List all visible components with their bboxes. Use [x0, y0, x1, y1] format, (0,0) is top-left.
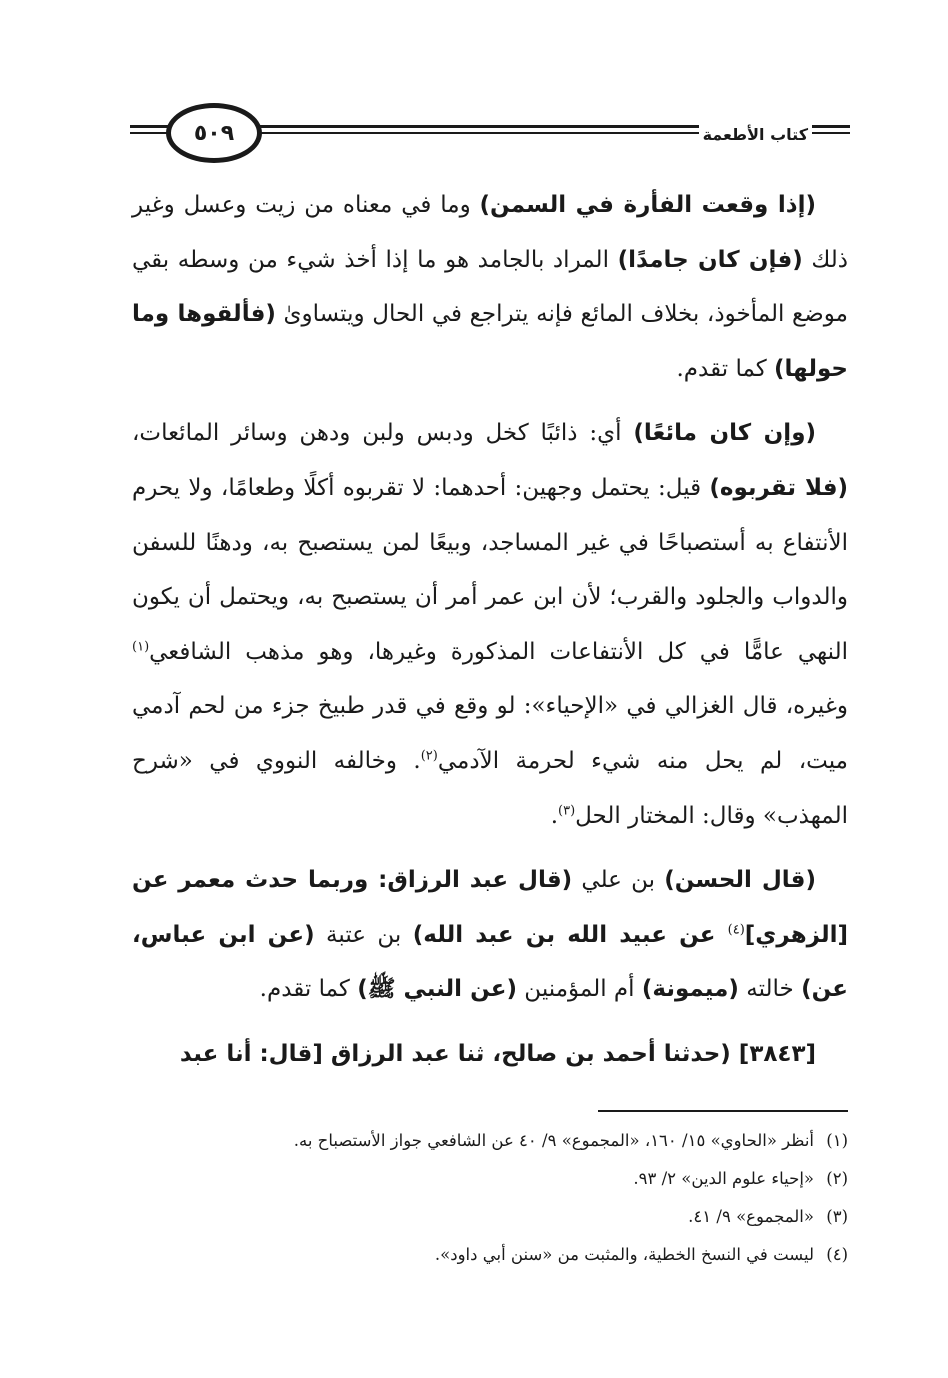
commentary-text: وما في معناه من زيت وعسل وغير ذلك [132, 192, 848, 273]
commentary-text: خالته [738, 976, 802, 1003]
footnote-ref-2[interactable]: (٢) [420, 748, 438, 764]
page-number: ٥٠٩ [193, 120, 235, 146]
footnote-number: (٤) [826, 1245, 848, 1264]
commentary-text: بن علي [572, 867, 665, 894]
footnote-number: (٣) [826, 1207, 848, 1226]
main-text [132, 178, 848, 1082]
page-number-badge [166, 103, 262, 163]
quote-text: عن عبيد الله بن عبد الله) [412, 921, 728, 948]
paragraph-3 [132, 853, 848, 1017]
footnote-text: أنظر «الحاوي» ١٥/ ١٦٠، «المجموع» ٩/ ٤٠ عن الشافعي جواز الأستصباح به. [293, 1131, 814, 1150]
quote-text: (وإن كان مائعًا) [633, 420, 816, 447]
commentary-text: . وخالفه النووي في «شرح المهذب» وقال: المختار الحل [132, 747, 848, 829]
commentary-text: . [550, 802, 558, 829]
quote-text: (ميمونة) [641, 976, 739, 1003]
commentary-text: أي: ذائبًا كخل ودبس ولبن ودهن وسائر المائعات، [132, 420, 634, 447]
page-header [130, 95, 850, 175]
footnote-text: «المجموع» ٩/ ٤١. [688, 1207, 814, 1226]
footnote-separator [598, 1110, 848, 1112]
footnote-1 [120, 1122, 848, 1160]
footnote-ref-3[interactable]: (٣) [558, 802, 576, 818]
quote-text: (فإن كان جامدًا) [617, 246, 803, 273]
running-title: كتاب الأطعمة [699, 125, 812, 144]
footnote-ref-1[interactable]: (١) [132, 639, 150, 655]
footnote-4 [120, 1236, 848, 1274]
commentary-text: كما تقدم. [676, 355, 775, 382]
quote-text: (قال الحسن) [664, 867, 816, 894]
hadith-heading: [٣٨٤٣] (حدثنا أحمد بن صالح، ثنا عبد الرزاق [قال: أنا عبد [179, 1040, 816, 1067]
quote-text: (إذا وقعت الفأرة في السمن) [479, 192, 816, 218]
footnote-text: ليست في النسخ الخطية، والمثبت من «سنن أبي داود». [434, 1245, 814, 1264]
footnotes [120, 1122, 848, 1274]
footnote-number: (١) [826, 1131, 848, 1150]
quote-text: (فألقوها وما حولها) [132, 301, 848, 382]
commentary-text: كما تقدم. [259, 976, 358, 1003]
footnote-3 [120, 1198, 848, 1236]
footnote-number: (٢) [826, 1169, 848, 1188]
footnote-ref-4[interactable]: (٤) [727, 922, 745, 938]
footnote-text: «إحياء علوم الدين» ٢/ ٩٣. [633, 1169, 814, 1188]
quote-text: (فلا تقربوه) [709, 474, 849, 501]
quote-text: (عن النبي ﷺ) [357, 976, 517, 1003]
paragraph-2 [132, 406, 848, 843]
quote-text: (عن ابن عباس، عن) [132, 921, 848, 1003]
commentary-text: بن عتبة [314, 921, 413, 948]
commentary-text: أم المؤمنين [517, 976, 642, 1003]
commentary-text: المراد بالجامد هو ما إذا أخذ شيء من وسطه بقي موضع المأخوذ، بخلاف المائع فإنه يتراجع في الحال ويتساوىٰ [132, 246, 848, 328]
footnote-2 [120, 1160, 848, 1198]
paragraph-1 [132, 178, 848, 396]
commentary-text: وغيره، قال الغزالي في «الإحياء»: لو وقع في قدر طبيخ جزء من لحم آدمي ميت، لم يحل منه شيء لحرمة الآدمي [132, 693, 848, 774]
commentary-text: قيل: يحتمل وجهين: أحدهما: لا تقربوه أكلًا وطعامًا، ولا يحرم الأنتفاع به أستصباحًا في غير المساجد، وبيعًا لمن يستصبح به، ودهنًا للسفن والدواب والجلود والقرب؛ لأن ابن عمر أمر أن يستصبح به، ويحتمل أن يكون النهي عامًّا في كل الأنتفاعات المذكورة وغيرها، وهو مذهب الشافعي [132, 474, 848, 665]
quote-text: (قال عبد الرزاق: وربما حدث معمر عن [الزهري] [132, 867, 848, 948]
paragraph-4 [132, 1027, 848, 1082]
